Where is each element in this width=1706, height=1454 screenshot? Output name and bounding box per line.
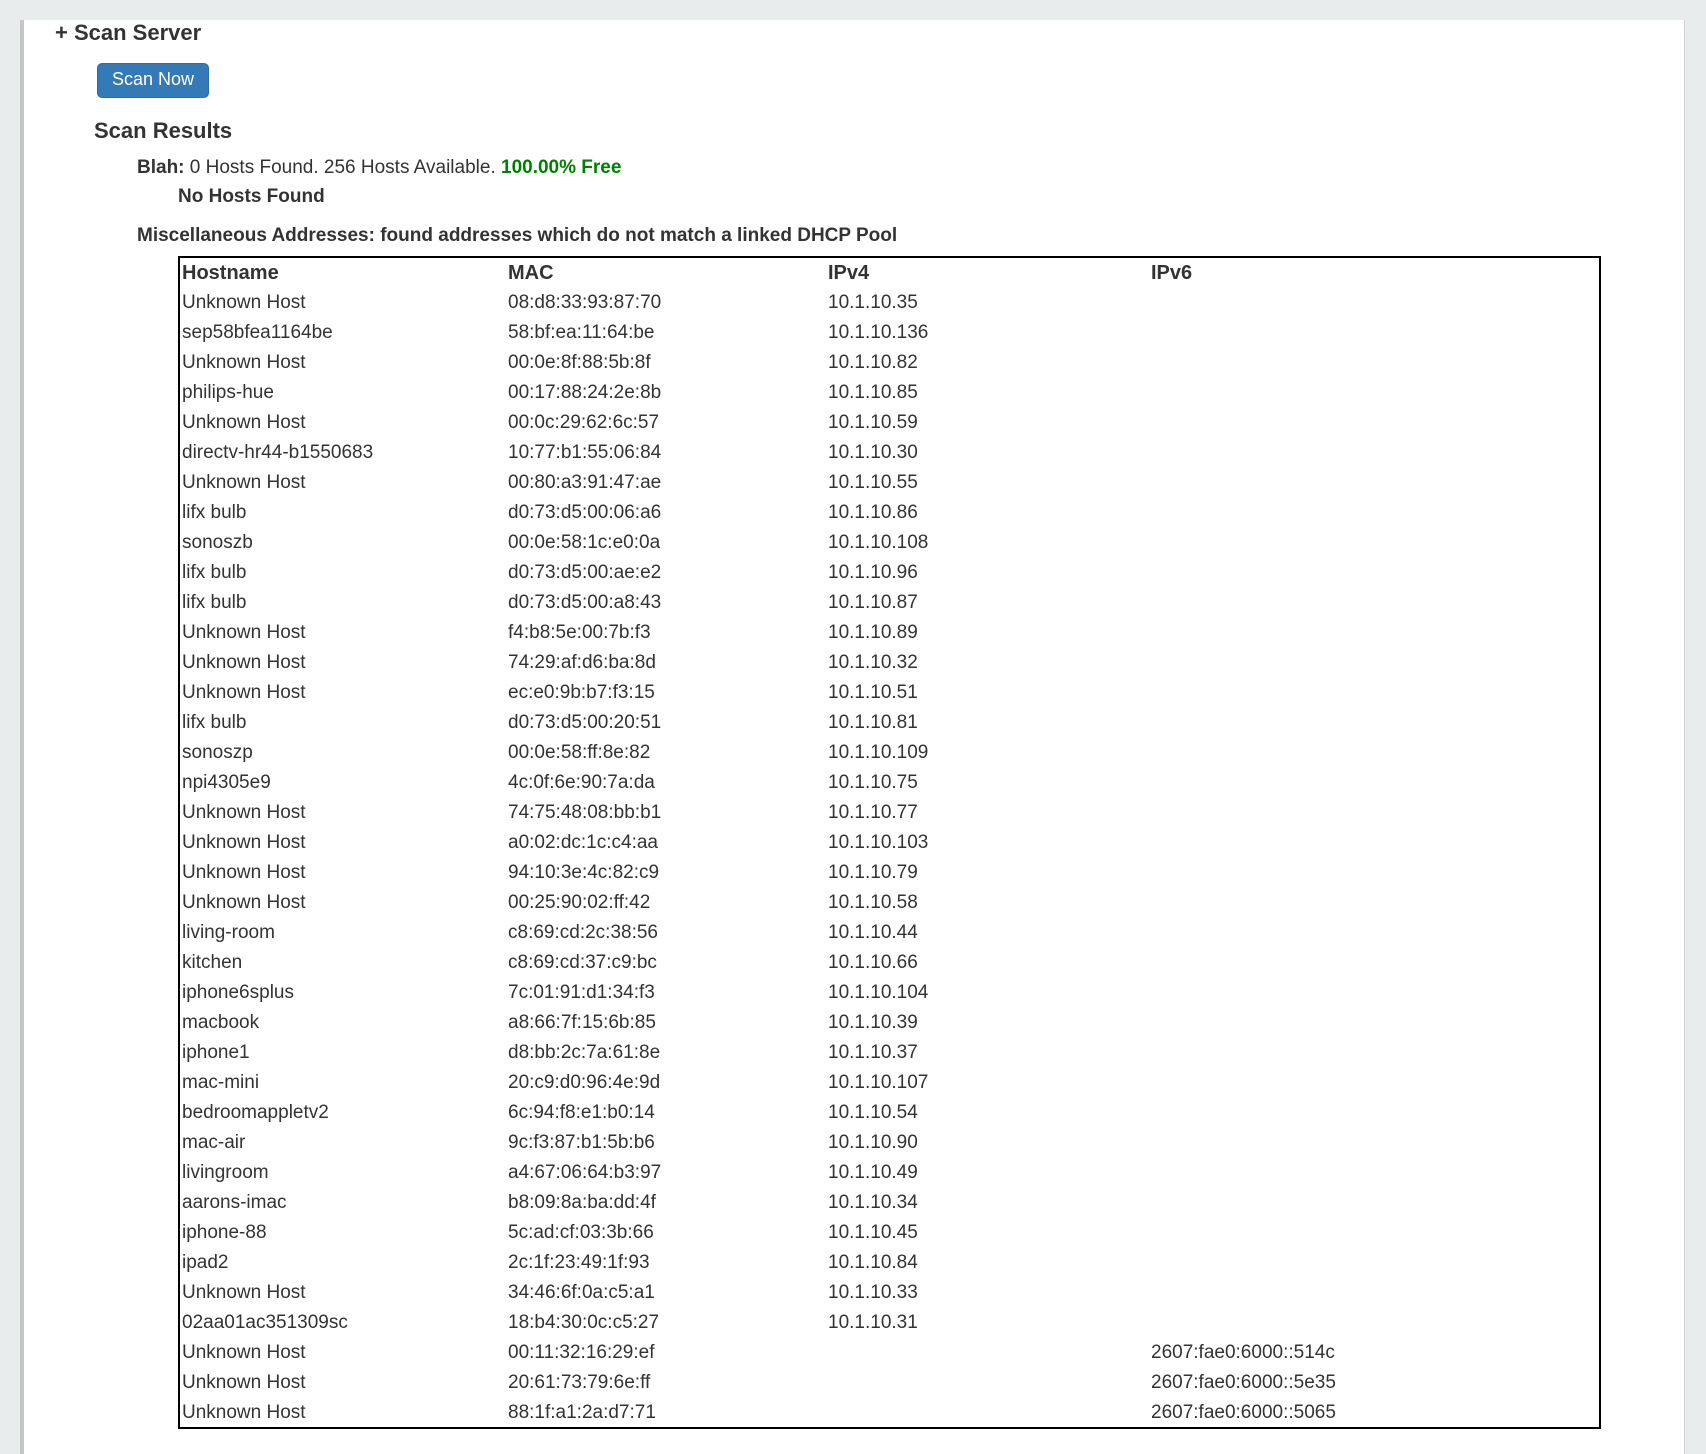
table-row [179,468,1600,498]
mac-cell: 2c:1f:23:49:1f:93 [508,1252,650,1273]
ipv6-cell [1149,618,1600,648]
ipv4-cell: 10.1.10.79 [828,862,918,883]
ipv4-cell: 10.1.10.81 [828,712,918,733]
hostname-cell: philips-hue [182,382,274,403]
mac-cell: 00:17:88:24:2e:8b [508,382,662,403]
hostname-cell: iphone-88 [182,1222,267,1243]
table-row [179,858,1600,888]
hostname-cell: livingroom [182,1162,269,1183]
table-row [179,738,1600,768]
mac-cell: a4:67:06:64:b3:97 [508,1162,662,1183]
hostname-cell: kitchen [182,952,243,973]
ipv4-cell: 10.1.10.59 [828,412,918,433]
mac-cell: 58:bf:ea:11:64:be [508,322,655,343]
mac-cell: f4:b8:5e:00:7b:f3 [508,622,651,643]
ipv6-cell [1149,828,1600,858]
ipv4-cell: 10.1.10.77 [828,802,918,823]
mac-cell: 94:10:3e:4c:82:c9 [508,862,660,883]
ipv6-cell [1149,738,1600,768]
hostname-cell: Unknown Host [182,622,306,643]
table-row [179,1188,1600,1218]
hostname-cell: npi4305e9 [182,772,271,793]
table-row [179,948,1600,978]
scan-server-heading: + Scan Server [55,20,202,45]
ipv6-cell [1149,348,1600,378]
page-panel [20,20,1685,1454]
mac-cell: d8:bb:2c:7a:61:8e [508,1042,661,1063]
hostname-cell: mac-air [182,1132,246,1153]
hostname-cell: sep58bfea1164be [182,322,333,343]
table-row [179,318,1600,348]
ipv6-cell [1149,1008,1600,1038]
mac-cell: 34:46:6f:0a:c5:a1 [508,1282,655,1303]
mac-cell: 4c:0f:6e:90:7a:da [508,772,655,793]
ipv4-cell: 10.1.10.37 [828,1042,918,1063]
ipv4-cell: 10.1.10.54 [828,1102,918,1123]
ipv4-cell: 10.1.10.34 [828,1192,918,1213]
table-row [179,588,1600,618]
ipv6-cell [1149,1038,1600,1068]
ipv4-cell: 10.1.10.109 [828,742,929,763]
hostname-cell: Unknown Host [182,352,306,373]
ipv6-cell [1149,918,1600,948]
ipv6-cell [1149,378,1600,408]
ipv4-cell: 10.1.10.49 [828,1162,918,1183]
ipv6-cell [1149,948,1600,978]
ipv6-cell [1149,888,1600,918]
table-row [179,978,1600,1008]
ipv6-cell [1149,498,1600,528]
ipv4-cell [826,1398,1149,1428]
hostname-cell: Unknown Host [182,292,306,313]
hostname-cell: sonoszb [182,532,253,553]
hostname-cell: 02aa01ac351309sc [182,1312,348,1333]
ipv6-cell [1149,588,1600,618]
ipv4-cell: 10.1.10.86 [828,502,918,523]
hostname-cell: Unknown Host [182,1282,306,1303]
ipv4-cell: 10.1.10.107 [828,1072,929,1093]
mac-cell: b8:09:8a:ba:dd:4f [508,1192,656,1213]
ipv4-cell: 10.1.10.89 [828,622,918,643]
ipv6-cell [1149,978,1600,1008]
scan-table-body [179,288,1600,1428]
ipv4-cell: 10.1.10.108 [828,532,929,553]
hostname-cell: Unknown Host [182,892,306,913]
table-row [179,678,1600,708]
scan-now-button[interactable]: Scan Now [97,63,209,98]
table-header-row [179,257,1600,288]
mac-cell: 00:25:90:02:ff:42 [508,892,651,913]
ipv4-cell: 10.1.10.33 [828,1282,918,1303]
mac-cell: 00:0e:8f:88:5b:8f [508,352,651,373]
mac-cell: 20:c9:d0:96:4e:9d [508,1072,661,1093]
hostname-cell: Unknown Host [182,1401,306,1423]
table-row [179,768,1600,798]
ipv6-cell: 2607:fae0:6000::5e35 [1151,1372,1336,1393]
mac-cell: 7c:01:91:d1:34:f3 [508,982,655,1003]
ipv6-column-header: IPv6 [1151,261,1193,284]
table-row [179,1368,1600,1398]
scan-results-heading: Scan Results [94,118,233,143]
mac-cell: d0:73:d5:00:ae:e2 [508,562,662,583]
ipv4-cell: 10.1.10.82 [828,352,918,373]
ipv6-cell [1149,468,1600,498]
table-row [179,648,1600,678]
hostname-cell: bedroomappletv2 [182,1102,329,1123]
hostname-cell: Unknown Host [182,1342,306,1363]
mac-cell: 5c:ad:cf:03:3b:66 [508,1222,654,1243]
ipv6-cell: 2607:fae0:6000::5065 [1151,1401,1336,1423]
mac-cell: 00:11:32:16:29:ef [508,1342,655,1363]
mac-cell: 74:75:48:08:bb:b1 [508,802,662,823]
ipv6-cell [1149,1188,1600,1218]
hostname-cell: lifx bulb [182,712,247,733]
ipv6-cell [1149,648,1600,678]
mac-cell: c8:69:cd:2c:38:56 [508,922,658,943]
hostname-cell: Unknown Host [182,802,306,823]
hostname-cell: iphone6splus [182,982,294,1003]
no-hosts-found-text: No Hosts Found [178,186,325,207]
ipv6-cell [1149,798,1600,828]
table-row [179,528,1600,558]
table-row [179,438,1600,468]
mac-cell: 74:29:af:d6:ba:8d [508,652,656,673]
ipv4-cell: 10.1.10.39 [828,1012,918,1033]
ipv4-cell: 10.1.10.136 [828,322,929,343]
table-row [179,708,1600,738]
mac-cell: d0:73:d5:00:20:51 [508,712,662,733]
table-row [179,1398,1600,1428]
hostname-cell: living-room [182,922,275,943]
hostname-cell: macbook [182,1012,260,1033]
ipv4-column-header: IPv4 [828,261,870,284]
ipv4-cell: 10.1.10.58 [828,892,918,913]
hostname-cell: ipad2 [182,1252,229,1273]
ipv6-cell [1149,1278,1600,1308]
ipv6-cell [1149,858,1600,888]
ipv6-cell [1149,318,1600,348]
ipv4-cell: 10.1.10.75 [828,772,918,793]
table-row [179,288,1600,318]
hostname-cell: lifx bulb [182,592,247,613]
mac-cell: 00:80:a3:91:47:ae [508,472,662,493]
hostname-cell: Unknown Host [182,652,306,673]
hostname-cell: sonoszp [182,742,253,763]
ipv4-cell: 10.1.10.90 [828,1132,918,1153]
table-row [179,1338,1600,1368]
table-row [179,1008,1600,1038]
scan-summary-free-percent: 100.00% Free [501,157,622,178]
mac-cell: 88:1f:a1:2a:d7:71 [508,1401,656,1423]
ipv6-cell [1149,408,1600,438]
hostname-cell: directv-hr44-b1550683 [182,442,374,463]
ipv6-cell [1149,1068,1600,1098]
hostname-cell: Unknown Host [182,412,306,433]
ipv4-cell: 10.1.10.31 [828,1312,918,1333]
table-row [179,378,1600,408]
ipv4-cell [826,1338,1149,1368]
ipv4-cell: 10.1.10.87 [828,592,918,613]
mac-cell: 20:61:73:79:6e:ff [508,1372,651,1393]
hostname-cell: lifx bulb [182,502,247,523]
mac-column-header: MAC [508,261,554,284]
ipv4-cell: 10.1.10.55 [828,472,918,493]
ipv6-cell [1149,288,1600,318]
hostname-cell: Unknown Host [182,682,306,703]
hostname-cell: Unknown Host [182,862,306,883]
ipv4-cell: 10.1.10.84 [828,1252,918,1273]
miscellaneous-addresses-heading: Miscellaneous Addresses: found addresses which do not match a linked DHCP Pool [137,225,898,246]
ipv6-cell [1149,1158,1600,1188]
ipv6-cell [1149,1218,1600,1248]
hostname-cell: mac-mini [182,1072,260,1093]
table-row [179,1248,1600,1278]
table-row [179,1308,1600,1338]
table-row [179,558,1600,588]
mac-cell: d0:73:d5:00:a8:43 [508,592,662,613]
table-row [179,348,1600,378]
table-row [179,888,1600,918]
ipv4-cell: 10.1.10.51 [828,682,918,703]
hostname-column-header: Hostname [182,261,279,284]
ipv6-cell [1149,528,1600,558]
ipv4-cell: 10.1.10.103 [828,832,929,853]
hostname-cell: Unknown Host [182,472,306,493]
table-row [179,1098,1600,1128]
mac-cell: 6c:94:f8:e1:b0:14 [508,1102,655,1123]
mac-cell: a8:66:7f:15:6b:85 [508,1012,656,1033]
table-row [179,918,1600,948]
ipv4-cell: 10.1.10.96 [828,562,918,583]
ipv4-cell: 10.1.10.30 [828,442,918,463]
ipv6-cell [1149,768,1600,798]
ipv4-cell: 10.1.10.45 [828,1222,918,1243]
table-row [179,828,1600,858]
ipv4-cell: 10.1.10.85 [828,382,918,403]
table-row [179,1218,1600,1248]
mac-cell: 18:b4:30:0c:c5:27 [508,1312,660,1333]
mac-cell: a0:02:dc:1c:c4:aa [508,832,658,853]
scan-server-section [24,20,1684,1429]
ipv4-cell: 10.1.10.35 [828,292,918,313]
table-row [179,1068,1600,1098]
ipv4-cell: 10.1.10.66 [828,952,918,973]
scan-summary-text: 0 Hosts Found. 256 Hosts Available. [184,157,501,178]
hostname-cell: aarons-imac [182,1192,287,1213]
ipv6-cell [1149,1248,1600,1278]
ipv6-cell [1149,1308,1600,1338]
ipv6-cell [1149,558,1600,588]
ipv6-cell [1149,438,1600,468]
table-row [179,408,1600,438]
scan-summary-line [137,157,1684,179]
table-row [179,618,1600,648]
table-row [179,798,1600,828]
ipv4-cell: 10.1.10.32 [828,652,918,673]
mac-cell: 10:77:b1:55:06:84 [508,442,662,463]
table-row [179,1158,1600,1188]
ipv4-cell: 10.1.10.44 [828,922,918,943]
table-row [179,1278,1600,1308]
ipv6-cell [1149,678,1600,708]
hostname-cell: iphone1 [182,1042,250,1063]
misc-addresses-table [178,256,1601,1429]
hostname-cell: Unknown Host [182,832,306,853]
ipv6-cell [1149,708,1600,738]
hostname-cell: lifx bulb [182,562,247,583]
mac-cell: ec:e0:9b:b7:f3:15 [508,682,655,703]
mac-cell: c8:69:cd:37:c9:bc [508,952,657,973]
ipv6-cell [1149,1128,1600,1158]
mac-cell: 08:d8:33:93:87:70 [508,292,662,313]
ipv6-cell: 2607:fae0:6000::514c [1151,1342,1335,1363]
ipv4-cell: 10.1.10.104 [828,982,929,1003]
mac-cell: d0:73:d5:00:06:a6 [508,502,662,523]
scan-summary-label: Blah: [137,157,185,178]
ipv4-cell [826,1368,1149,1398]
table-row [179,498,1600,528]
ipv6-cell [1149,1098,1600,1128]
mac-cell: 9c:f3:87:b1:5b:b6 [508,1132,655,1153]
table-row [179,1128,1600,1158]
mac-cell: 00:0e:58:1c:e0:0a [508,532,661,553]
hostname-cell: Unknown Host [182,1372,306,1393]
table-row [179,1038,1600,1068]
mac-cell: 00:0c:29:62:6c:57 [508,412,660,433]
mac-cell: 00:0e:58:ff:8e:82 [508,742,651,763]
